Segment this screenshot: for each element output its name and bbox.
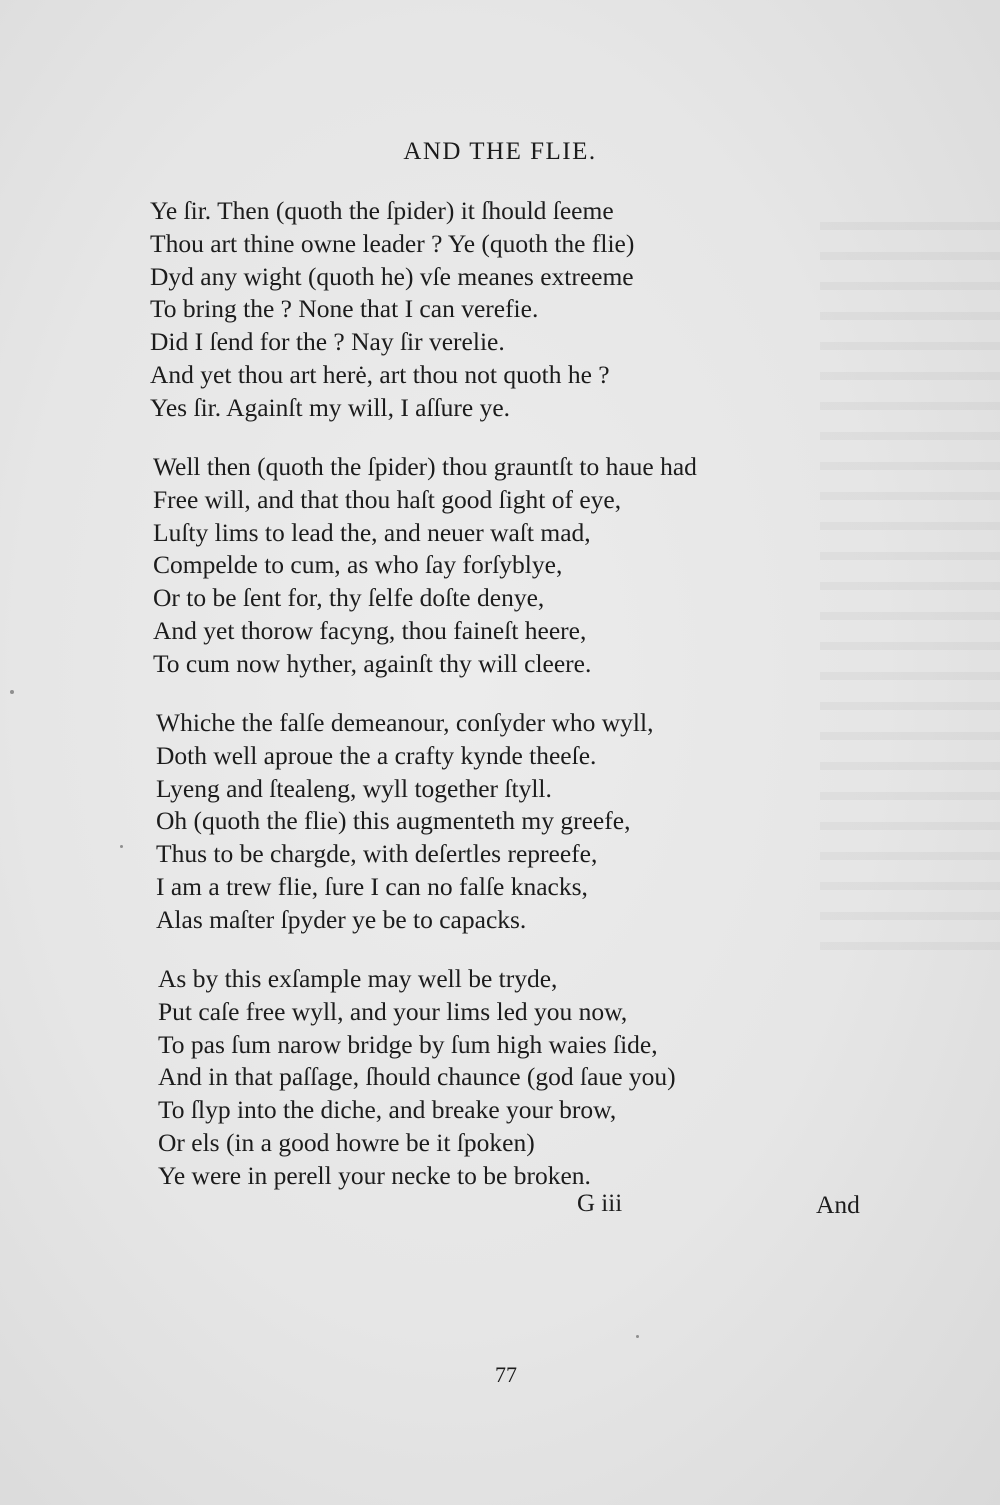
paper-speck xyxy=(636,1335,639,1338)
verse-line: As by this exſample may well be tryde, xyxy=(158,964,558,993)
verse-line: To pas ſum narow bridge by ſum high waies ſide, xyxy=(158,1029,658,1059)
verse-line: Compelde to cum, as who ſay forſyblye, xyxy=(153,550,563,580)
verse-line: Well then (quoth the ſpider) thou grauntſt to haue had xyxy=(153,452,697,481)
verse-line: To bring the ? None that I can verefie. xyxy=(150,294,539,324)
stanza xyxy=(158,963,878,1193)
verse-line: To cum now hyther, againſt thy will cleere. xyxy=(153,648,592,678)
running-head: AND THE FLIE. xyxy=(403,138,597,165)
verse-line: Did I ſend for the ? Nay ſir verelie. xyxy=(150,327,505,357)
verse-line: And in that paſſage, ſhould chaunce (god ſaue you) xyxy=(158,1062,676,1092)
catchword: And xyxy=(816,1190,860,1219)
verse-line: And yet thorow facyng, thou faineſt heere, xyxy=(153,615,587,645)
verse-line: I am a trew flie, ſure I can no falſe knacks, xyxy=(156,871,588,901)
verse-line: Put caſe free wyll, and your lims led you now, xyxy=(158,996,628,1026)
stanza xyxy=(156,707,876,937)
verse-line: Thus to be chargde, with deſertles repreefe, xyxy=(156,839,598,869)
verse-line: Lyeng and ſtealeng, wyll together ſtyll. xyxy=(156,773,552,803)
stanza xyxy=(153,451,873,681)
verse-line: Or to be ſent for, thy ſelfe doſte denye, xyxy=(153,583,545,613)
verse-line: Ye ſir. Then (quoth the ſpider) it ſhould ſeeme xyxy=(150,196,614,225)
verse-line: Alas maſter ſpyder ye be to capacks. xyxy=(156,904,527,934)
paper-speck xyxy=(120,845,123,848)
verse-line: Dyd any wight (quoth he) vſe meanes extreeme xyxy=(150,261,634,291)
stanza xyxy=(150,195,870,425)
verse-line: Oh (quoth the flie) this augmenteth my greefe, xyxy=(156,806,631,836)
verse-line: And yet thou art herė, art thou not quoth he ? xyxy=(150,359,610,389)
paper-speck xyxy=(10,690,14,694)
verse-line: To ſlyp into the diche, and breake your brow, xyxy=(158,1095,617,1125)
verse-line: Doth well aproue the a crafty kynde theeſe. xyxy=(156,740,597,770)
verse-line: Whiche the falſe demeanour, conſyder who wyll, xyxy=(156,708,654,737)
verse-line: Thou art thine owne leader ? Ye (quoth the flie) xyxy=(150,228,635,258)
verse-line: Free will, and that thou haſt good ſight of eye, xyxy=(153,484,622,514)
verse-line: Or els (in a good howre be it ſpoken) xyxy=(158,1127,535,1157)
signature-mark: G iii xyxy=(577,1190,623,1217)
verse-line: Yes ſir. Againſt my will, I aſſure ye. xyxy=(150,392,511,422)
page-number: 77 xyxy=(495,1362,517,1387)
verse-line: Luſty lims to lead the, and neuer waſt mad, xyxy=(153,517,591,547)
verse-line: Ye were in perell your necke to be broken. xyxy=(158,1160,591,1190)
